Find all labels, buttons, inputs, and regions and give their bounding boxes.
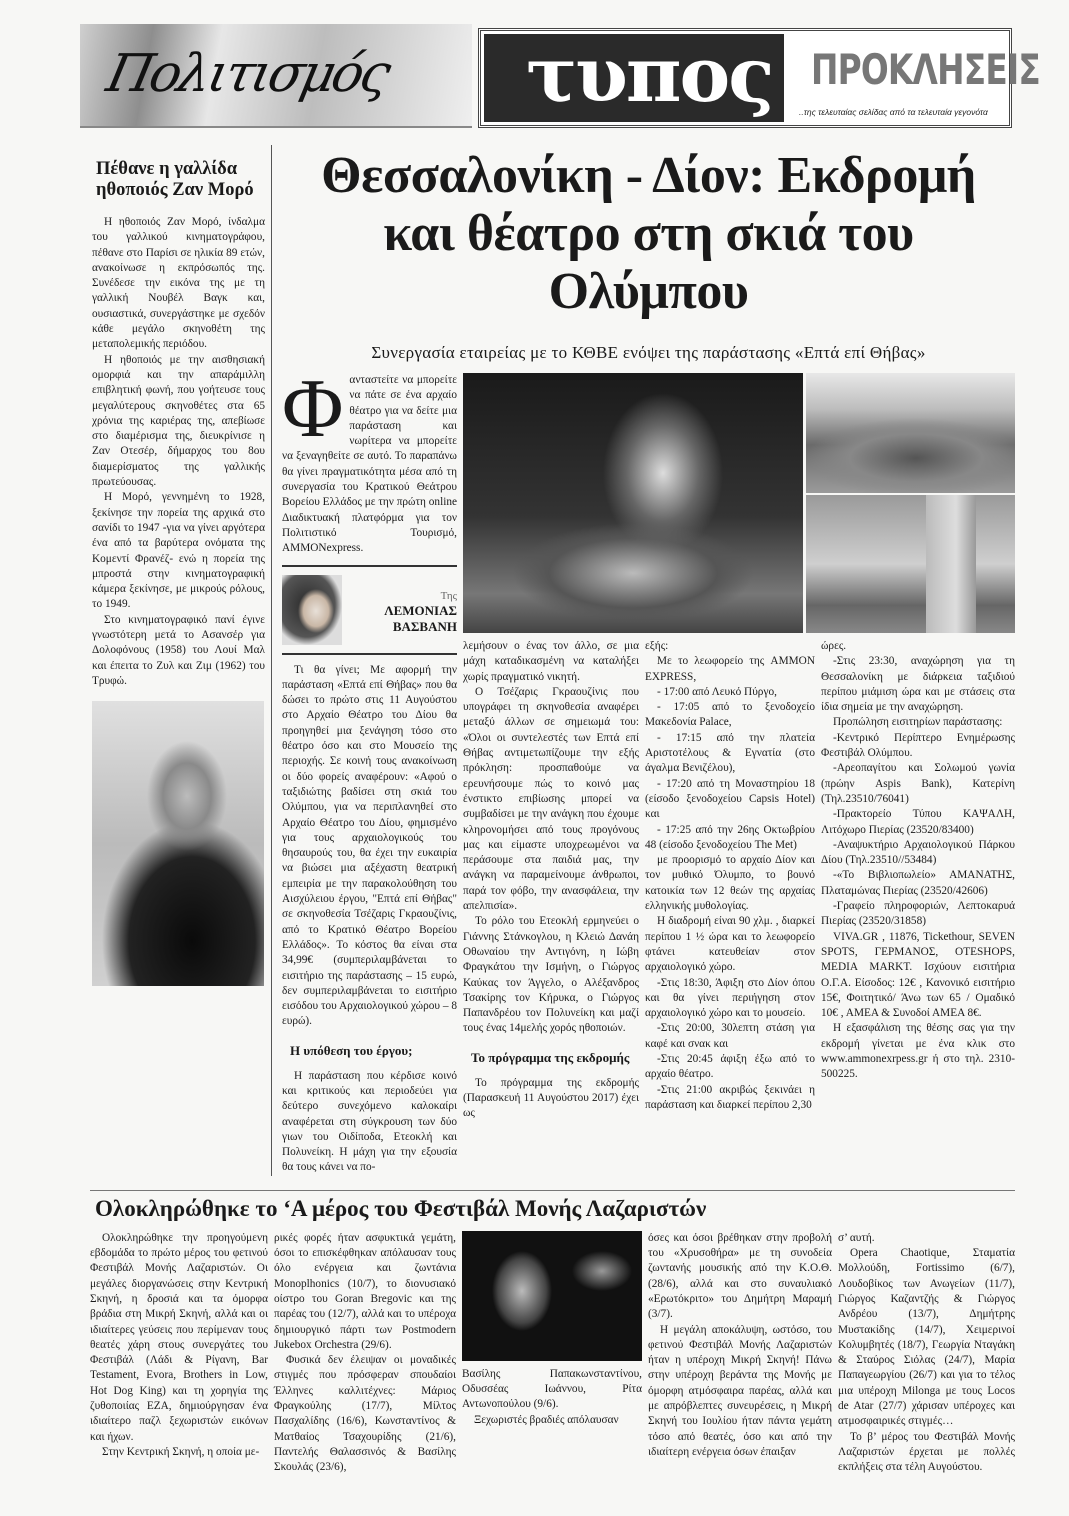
drop-cap: Φ [282, 362, 344, 455]
paragraph: με προορισμό το αρχαίο Δίον και τον μυθικό Όλυμπο, το βουνό κατοικία των 12 θεών της αρχαίας ελληνικής μυθολογίας. [645, 854, 815, 913]
paragraph: Η διαδρομή είναι 90 χλμ. , διαρκεί περίπου 1 ½ ώρα και το λεωφορείο φτάνει κατευθείαν στον αρχαιολογικό χώρο. [645, 915, 815, 974]
theatre-stage-photo [463, 373, 803, 633]
byline-name-last: ΒΑΣΒΑΝΗ [392, 618, 457, 634]
author-photo [282, 575, 342, 645]
paragraph: Opera Chaotique, Σταματία Μολλούδη, Fortissimo (6/7), Λουδοβίκος των Ανωγείων (11/7), Γιώργος Καζαντζής & Γιώργος Ανδρέου (13/7), Δημήτρης Μυστακίδης (14/7), Χειμερινοί Κολυμβητές (18/7), Γεωργία Νταγάκη & Σταύρος Σιόλας (24/7), Μαρία Παπαγεωργίου (26/7) και για το τέλος μια υπέροχη Milonga με τους Locos de Atar (27/7) χάρισαν υπέροχες και ατμοσφαιρικές στιγμές… [838, 1247, 1015, 1428]
second-column-4 [648, 1231, 832, 1476]
article-body [282, 362, 1015, 1176]
intro-text: ανταστείτε να μπορείτε να πάτε σε ένα αρχαίο θέατρο για να δείτε μια παράσταση και νωρίτερα να μπορείτε να ξεναγηθείτε σε αυτό. Το παραπάνω θα γίνει πραγματικότητα μέσα από τη συνεργασία του Κρατικού Θεάτρου Βορείου Ελλάδος με την πρώτη online Διαδικτυακή πλατφόρμα για τον Πολιτιστικό Τουρισμό, AMMONexpress. [282, 374, 458, 555]
ticket-outlet: -Αρεοπαγίτου και Σολωμού γωνία (πρώην Aspis Bank), Κατερίνη (Τηλ.23510/76041) [821, 762, 1015, 805]
paragraph: Το πρόγραμμα της εκδρομής (Παρασκευή 11 Αυγούστου 2017) έχει ως [463, 1076, 639, 1120]
schedule-item: - 17:00 από Λευκό Πύργο, [657, 685, 777, 698]
paragraph: όσες και όσοι βρέθηκαν στην προβολή του «Χρυσοθήρα» με τη συνοδεία ζωντανής μουσικής από την Κ.Ο.Θ. (28/6), αλλά και στο συναυλιακό «Ερωτόκριτο» του Δημήτρη Μαραμή (3/7). [648, 1231, 832, 1321]
article-column-1 [282, 362, 458, 1176]
schedule-item: - 17:25 από την 26ης Οκτωβρίου 48 (είσοδο ξενοδοχείου The Met) [645, 823, 815, 851]
masthead-title: ΠΡΟΚΛΗΣΕΙΣ [811, 45, 1040, 94]
masthead-logo: τυπος [526, 30, 773, 119]
ticket-info: VIVA.GR , 11876, Tickethour, SEVEN SPOTS, ΓΕΡΜΑΝΟΣ, OTESHOPS, MEDIA MARKT. Ισχύουν εισιτήρια Ο.Γ.Α. Είσοδος: 12€ , Κανονικό εισιτήριο 15€, Φοιτητικό/ Άνω των 65 / Ομαδικό 10€ , ΑΜΕΑ & Συνοδοί ΑΜΕΑ 8€. [821, 930, 1015, 1020]
paragraph: Η μεγάλη αποκάλυψη, ωστόσο, του φετινού Φεστιβάλ Μονής Λαζαριστών ήταν η υπέροχη Μικρή Σκηνή! Πάνω στην υπέροχη βεράντα της Μονής με όμορφη ατμόσφαιρα παρέας, αλλά και με απρόβλεπτες συνευρέσεις, η Μικρή Σκηνή του Ιουλίου ήταν πάντα γεμάτη τόσο από θεατές, όσο και από την ιδιαίτερη ενέργεια όσων έπαιξαν [648, 1323, 832, 1458]
byline-prefix: Της [440, 589, 457, 602]
ticket-outlet: -Αναψυκτήριο Αρχαιολογικού Πάρκου Δίου (Τηλ.23510//53484) [821, 838, 1015, 867]
article-column-4 [821, 639, 1015, 1122]
paragraph: Τι θα γίνει; Με αφορμή την παράσταση «Επτά επί Θήβας» που θα δώσει το πρώτο στις 11 Αυγούστου στο Αρχαίο Θέατρο του Δίου θα προηγηθεί μια ξενάγηση τόσο στο θέατρο όσο και στο Μουσείο της περιοχής. Σε κοινή τους ανακοίνωση οι δύο φορείς αναφέρουν: «Αφού ο ταξιδιώτης βαδίσει στη σκιά του Ολύμπου, για να περιπλανηθεί στο Αρχαίο Θέατρο του Δίου, φημισμένο για τους αρχαιολογικούς του θησαυρούς του, θα έχει την ευκαιρία να βιώσει μια αξέχαστη θεατρική εμπειρία με την παρακολούθηση του Αισχύλειου έργου, "Επτά επί Θήβας" σε σκηνοθεσία Τσέζαρις Γκραουζίνις, από το Κρατικό Θέατρο Βορείου Ελλάδος». Το κόστος θα είναι στα 34,99€ (συμπεριλαμβάνεται το εισιτήριο της παράστασης – 15 ευρώ, δεν συμπεριλαμβάνεται το εισιτήριο εισόδου του Αρχαιολογικού χώρου – 8 ευρώ). [282, 663, 457, 1028]
paragraph: λεμήσουν ο ένας τον άλλο, σε μια μάχη καταδικασμένη να καταλήξει χωρίς πραγματικό νικητή. [463, 640, 639, 683]
paragraph: Ξεχωριστές βραδιές απόλαυσαν [474, 1413, 619, 1426]
booking-info: Η εξασφάλιση της θέσης σας για την εκδρομή γίνεται με ένα κλικ στο www.ammonexrpess.gr ή στο τηλ. 2310-500225. [821, 1022, 1015, 1081]
concert-photo [462, 1231, 642, 1361]
paragraph: Προπώληση εισιτηρίων παράστασης: [833, 716, 1003, 729]
paragraph: Ο Τσέζαρις Γκραουζίνις που υπογράφει τη σκηνοθεσία αναφέρει μεταξύ άλλων σε σημειωμά του: «Όλοι οι συντελεστές των Επτά επί Θήβας αντιμετωπίζουμε την εξής πρόκληση: προσπαθούμε να ερευνήσουμε πώς το κοινό μας ένστικτο επιβίωσης μπορεί να συμβαδίσει με την ανάγκη που έχουμε κληρονομήσει από τους προγόνους μας και είμαστε υποχρεωμένοι να περάσουμε στα παιδιά μας, την ανάγκη να παραμείνουμε άνθρωποι, παρά τον φόβο, την ανασφάλεια, την απελπισία». [463, 685, 639, 913]
subheading: Το πρόγραμμα της εκδρομής [471, 1049, 630, 1065]
article-column-3 [645, 639, 815, 1122]
schedule-item: - 17:20 από τη Μοναστηρίου 18 (είσοδο ξενοδοχείου Capsis Hotel) και [645, 777, 815, 821]
article-right-area [463, 373, 1015, 1176]
headline-line-2: και θέατρο στη σκιά του Ολύμπου [383, 205, 914, 320]
paragraph: εξής: [645, 640, 669, 652]
second-column-5 [838, 1231, 1015, 1476]
actress-photo [92, 701, 264, 986]
second-article-columns [90, 1231, 1015, 1476]
byline-name [348, 603, 457, 635]
second-article [90, 1190, 1015, 1476]
ticket-outlet: -Γραφείο πληροφοριών, Λεπτοκαρυά Πιερίας (23520/31858) [821, 900, 1015, 928]
paragraph: Η Μορό, γεννημένη το 1928, ξεκίνησε την πορεία της αρχικά στο σανίδι το 1947 -για να γίνει αργότερα ένα από τα βαρύτερα ονόματα της Κομεντί Φρανέζ- ενώ η πορεία της μπροστά στην κινηματογραφική κάμερα ξεκίνησε, με μικρούς ρόλους, το 1949. [92, 491, 265, 611]
main-headline [282, 147, 1015, 321]
second-column-2 [274, 1231, 456, 1476]
intro [282, 362, 458, 557]
schedule-item: - 17:15 από την πλατεία Αριστοτέλους & Εγνατία (στο άγαλμα Βενιζέλου), [645, 731, 815, 775]
ancient-theatre-photo [806, 373, 1015, 493]
paragraph: Στην Κεντρική Σκηνή, η οποία με- [102, 1445, 260, 1458]
main-subtitle: Συνεργασία εταιρείας με το ΚΘΒΕ ενόψει της παράστασης «Επτά επί Θήβας» [371, 343, 926, 362]
white-tower-photo [806, 495, 1015, 633]
paragraph: Στο κινηματογραφικό πανί έγινε γνωστότερη μετά το Ασανσέρ για Δολοφόνους (1958) του Λουί Μαλ και έπειτα το Ζυλ και Ζιμ (1962) του Τρυφώ. [92, 613, 265, 687]
paragraph: Φυσικά δεν έλειψαν οι μοναδικές στιγμές που πρόσφεραν σπουδαίοι Έλληνες καλλιτέχνες: Μάριος Φραγκούλης (17/7), Μίλτος Πασχαλίδης (16/6), Κωνσταντίνος & Ματθαίος Τσαχουρίδης (21/6), Παντελής Θαλασσινός & Βασίλης Σκουλάς (23/6), [274, 1354, 456, 1474]
schedule-item: -Στις 18:30, Άφιξη στο Δίον όπου και θα γίνει περιήγηση στον αρχαιολογικό χώρο και το μουσείο. [645, 976, 815, 1020]
schedule-item: -Στις 20:45 άφιξη έξω από το αρχαίο θέατρο. [645, 1053, 815, 1081]
article-columns [463, 639, 1015, 1122]
schedule-item: -Στις 20:00, 30λεπτη στάση για καφέ και σνακ και [645, 1022, 815, 1050]
schedule-item: -Στις 23:30, αναχώρηση για τη Θεσσαλονίκη με διάρκεια ταξιδιού περίπου μιάμιση ώρα και με στάσεις στα ίδια σημεία με την αναχώρηση. [821, 655, 1015, 714]
section-label: Πολιτισμός [101, 44, 394, 104]
paragraph: ώρες. [821, 640, 847, 652]
main-article [272, 145, 1015, 1176]
second-column-1 [90, 1231, 268, 1476]
paragraph: Βασίλης Παπακωνσταντίνου, Οδυσσέας Ιωάννου, Ρίτα Αντωνοπούλου (9/6). [462, 1367, 642, 1411]
paragraph: Το ρόλο του Ετεοκλή ερμηνεύει ο Γιάννης Στάνκογλου, η Κλειώ Δανάη Οθωναίου την Αντιγόνη, η Ιώβη Φραγκάτου την Ισμήνη, ο Γιώργος Καύκας τον Άγγελο, ο Αλέξανδρος Τσακίρης τον Κήρυκα, ο Γιώργος Παπανδρέου τον Πολυνείκη και μαζί τους ένας 14μελής χορός ηθοποιών. [463, 915, 639, 1035]
photo-row [463, 373, 1015, 633]
byline [282, 575, 457, 645]
schedule-item: - 17:05 από το ξενοδοχείο Μακεδονία Palace, [645, 701, 815, 729]
ticket-outlet: -Πρακτορείο Τύπου ΚΑΨΑΛΗ, Λιτόχωρο Πιερίας (23520/83400) [821, 808, 1015, 836]
second-column-3 [462, 1231, 642, 1476]
paragraph: σ’ αυτή. [838, 1231, 875, 1244]
paragraph: Η ηθοποιός με την αισθησιακή ομορφιά και την απαράμιλλη επιβλητική φωνή, που γοήτευσε τους μεγαλύτερους σκηνοθέτες στα 65 χρόνια της καριέρας της, απεβίωσε στο διαμέρισμα της, διευκρίνισε η Ζαν Οτεσέρ, δήμαρχος του 8ου διαμερίσματος της γαλλικής πρωτεύουσας. [92, 353, 265, 489]
divider [282, 565, 457, 567]
schedule-item: -Στις 21:00 ακριβώς ξεκινάει η παράσταση και διαρκεί περίπου 2,30 [645, 1083, 815, 1111]
sidebar-headline: Πέθανε η γαλλίδα ηθοποιός Ζαν Μορό [96, 159, 254, 200]
subheading: Η υπόθεση του έργου; [290, 1042, 413, 1058]
paragraph: Ολοκληρώθηκε την προηγούμενη εβδομάδα το πρώτο μέρος του φετινού Φεστιβάλ Μονής Λαζαριστών. Οι μεγάλες διοργανώσεις στην Κεντρική Σκηνή, η δροσιά και τα όμορφα βράδια στη Μικρή Σκηνή, αλλά και οι ιδιαίτερες γεύσεις που περίμεναν τους θεατές χάρη στους συνεργάτες του Φεστιβάλ (Λάδι & Ρίγανη, Bar Testament, Evora, Brothers in Low, Hot Dog King) και τη χορηγία της ζυθοποιίας ΕΖΑ, δημιούργησαν ένα ιδιαίτερο παζλ ξεχωριστών εικόνων και ήχων. [90, 1231, 268, 1443]
sidebar-article [90, 145, 272, 1176]
article-column-2 [463, 639, 639, 1122]
headline-line-1: Θεσσαλονίκη - Δίον: Εκδρομή [321, 147, 976, 204]
paragraph: Με το λεωφορείο της AMMON EXPRESS, [645, 655, 815, 683]
divider [282, 653, 457, 655]
paragraph: ρικές φορές ήταν ασφυκτικά γεμάτη, όσοι το επισκέφθηκαν απόλαυσαν τους όλο ενέργεια και ζωντάνια Monoplhonics (10/7), το διονυσιακό οίστρο του Goran Bregovic και της παρέας του (12/7), αλλά και το υπέροχα δημιουργικό πάρτι των Postmodern Jukebox Orchestra (29/6). [274, 1231, 456, 1351]
ticket-outlet: -Κεντρικό Περίπτερο Ενημέρωσης Φεστιβάλ Ολύμπου. [821, 731, 1015, 760]
second-article-headline: Ολοκληρώθηκε το ‘Α μέρος του Φεστιβάλ Μονής Λαζαριστών [95, 1195, 707, 1221]
paragraph: Το β’ μέρος του Φεστιβάλ Μονής Λαζαριστών έρχεται με πολλές εκπλήξεις στα τέλη Αυγούστου. [838, 1430, 1015, 1474]
paragraph: Η παράσταση που κέρδισε κοινό και κριτικούς και περιοδεύει για δεύτερο συνεχόμενο καλοκαίρι αναφέρεται στη σύγκρουση των δύο γιων του Οιδίποδα, Ετεοκλή και Πολυνείκη. Η μάχη για την εξουσία θα τους κάνει να πο- [282, 1069, 457, 1174]
ticket-outlet: -«Το Βιβλιοπωλείο» ΑΜΑΝΑΤΗΣ, Πλαταμώνας Πιερίας (23520/42606) [821, 869, 1015, 897]
top-section [90, 145, 1015, 1176]
masthead-tagline: ..της τελευταίας σελίδας από τα τελευταία γεγονότα [799, 107, 988, 117]
byline-name-first: ΛΕΜΟΝΙΑΣ [384, 602, 457, 618]
paragraph: Η ηθοποιός Ζαν Μορό, ίνδαλμα του γαλλικού κινηματογράφου, πέθανε στο Παρίσι σε ηλικία 89 ετών, ανακοίνωσε η εκπρόσωπός της. Συνέδεσε την εικόνα της με τη γαλλική Νουβέλ Βαγκ και, ουσιαστικά, συνεργάστηκε με σχεδόν κάθε μεγάλο σκηνοθέτη της μεταπολεμικής περιόδου. [92, 216, 265, 351]
